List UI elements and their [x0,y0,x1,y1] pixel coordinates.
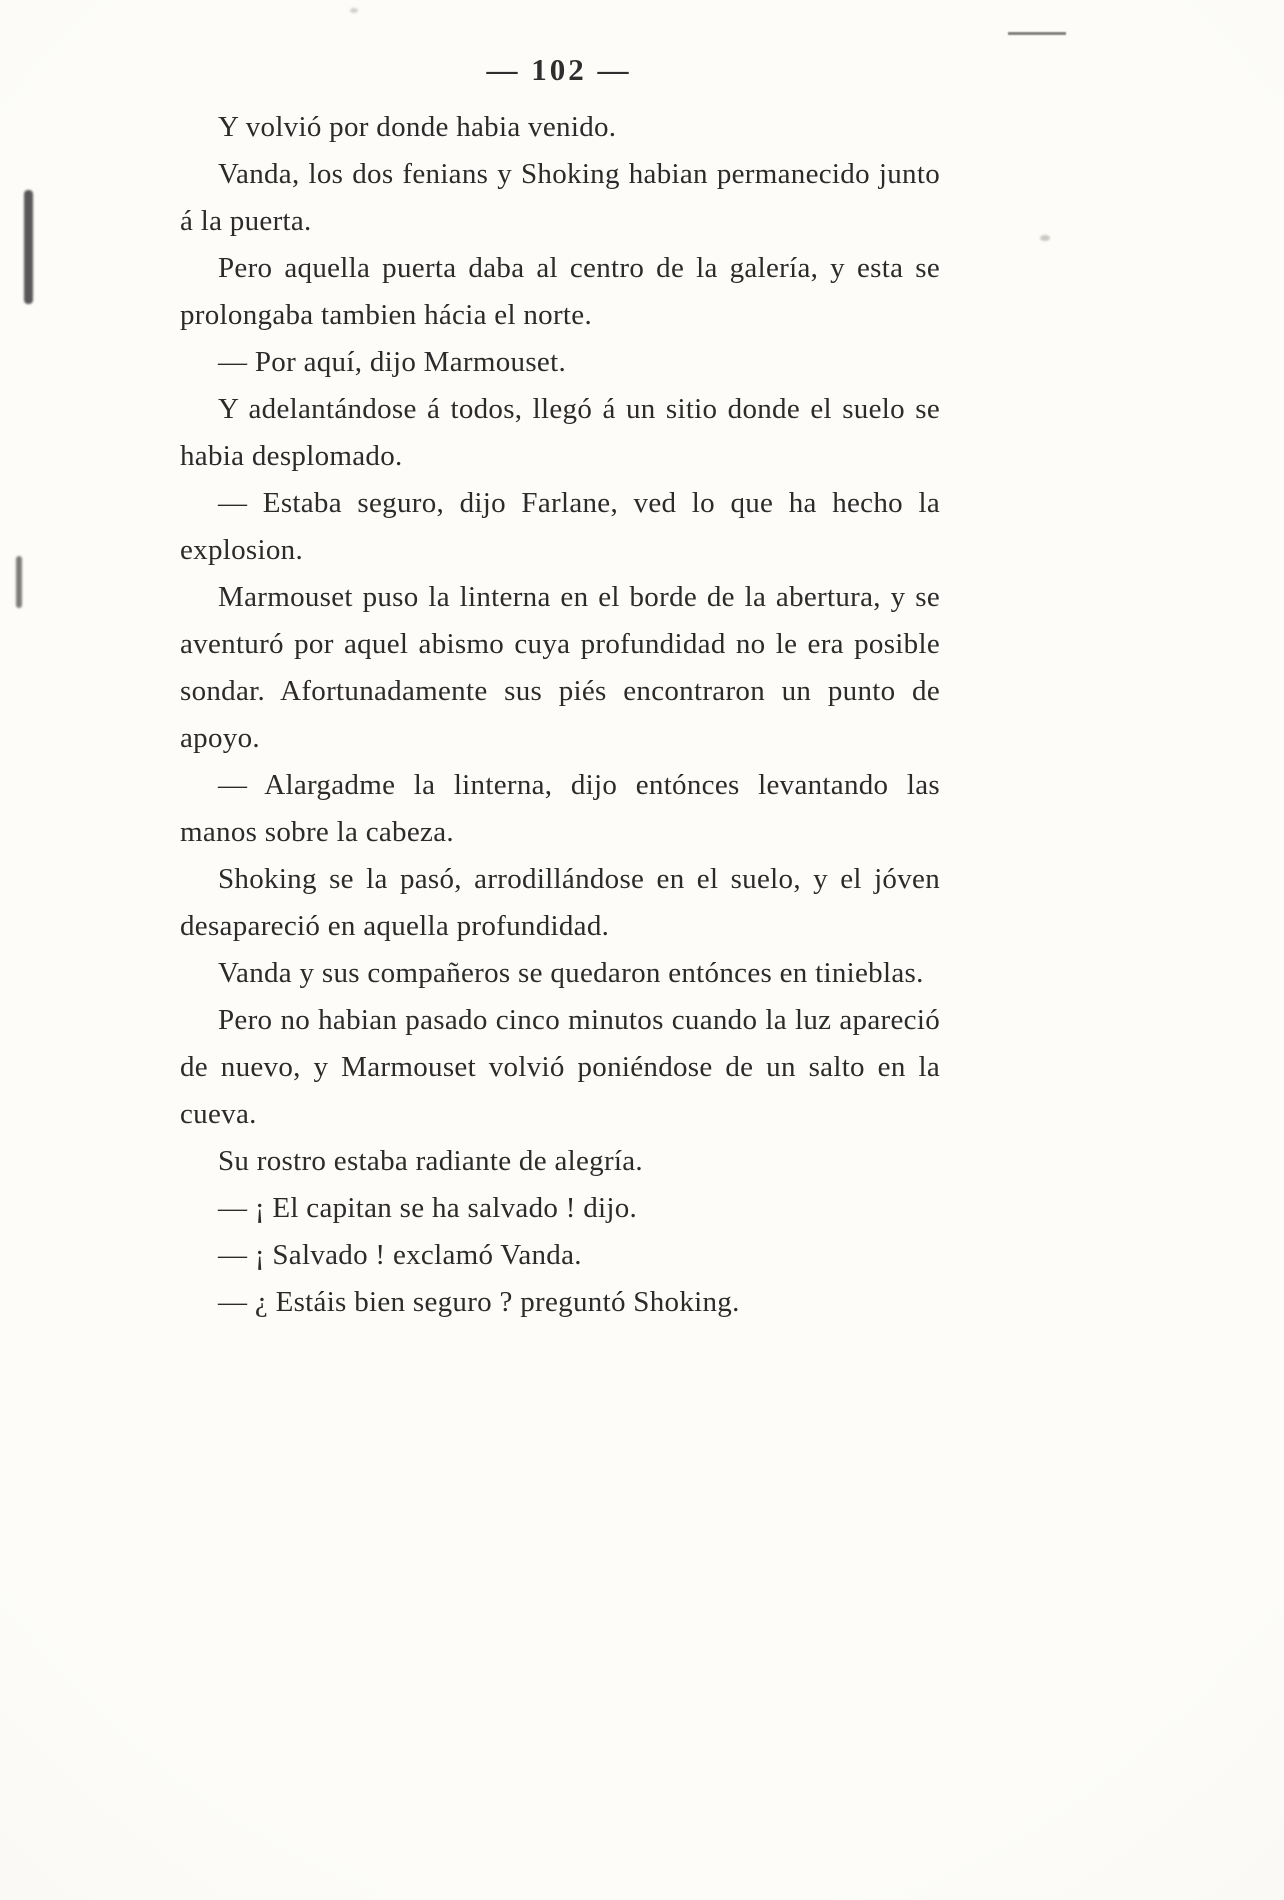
paragraph-dialogue: — ¡ Salvado ! exclamó Vanda. [218,1239,582,1271]
paragraph-dialogue: — Por aquí, dijo Marmouset. [218,346,567,378]
paragraph: Su rostro estaba radiante de alegría. [218,1145,643,1177]
paragraph: Pero aquella puerta daba al centro de la galería, y esta se prolongaba tambien hácia el norte. [180,252,940,331]
paragraph: Pero no habian pasado cinco minutos cuando la luz apareció de nuevo, y Marmouset volvió poniéndose de un salto en la cueva. [180,1004,940,1130]
scan-artifact-speck [350,8,358,13]
paragraph: Marmouset puso la linterna en el borde de la abertura, y se aventuró por aquel abismo cuya profundidad no le era posible sondar. Afortunadamente sus piés encontraron un punto de apoyo. [180,581,940,754]
scan-artifact-line [1008,32,1066,35]
paragraph: Y volvió por donde habia venido. [218,111,617,143]
paragraph-dialogue: — ¿ Estáis bien seguro ? preguntó Shoking. [218,1286,740,1318]
paragraph-dialogue: — Alargadme la linterna, dijo entónces levantando las manos sobre la cabeza. [180,769,940,848]
scan-artifact-ink [24,190,33,304]
paragraph: Vanda, los dos fenians y Shoking habian permanecido junto á la puerta. [180,158,940,237]
paragraph: Y adelantándose á todos, llegó á un sitio donde el suelo se habia desplomado. [180,393,940,472]
scan-artifact-ink [16,556,22,608]
paragraph-dialogue: — ¡ El capitan se ha salvado ! dijo. [218,1192,638,1224]
paragraph: Vanda y sus compañeros se quedaron entónces en tinieblas. [218,957,924,989]
paragraph-dialogue: — Estaba seguro, dijo Farlane, ved lo que ha hecho la explosion. [180,487,940,566]
page-text-block [180,104,940,1326]
paragraph: Shoking se la pasó, arrodillándose en el suelo, y el jóven desapareció en aquella profundidad. [180,863,940,942]
scan-artifact-speck [1040,235,1050,241]
page-number: — 102 — [486,52,632,87]
